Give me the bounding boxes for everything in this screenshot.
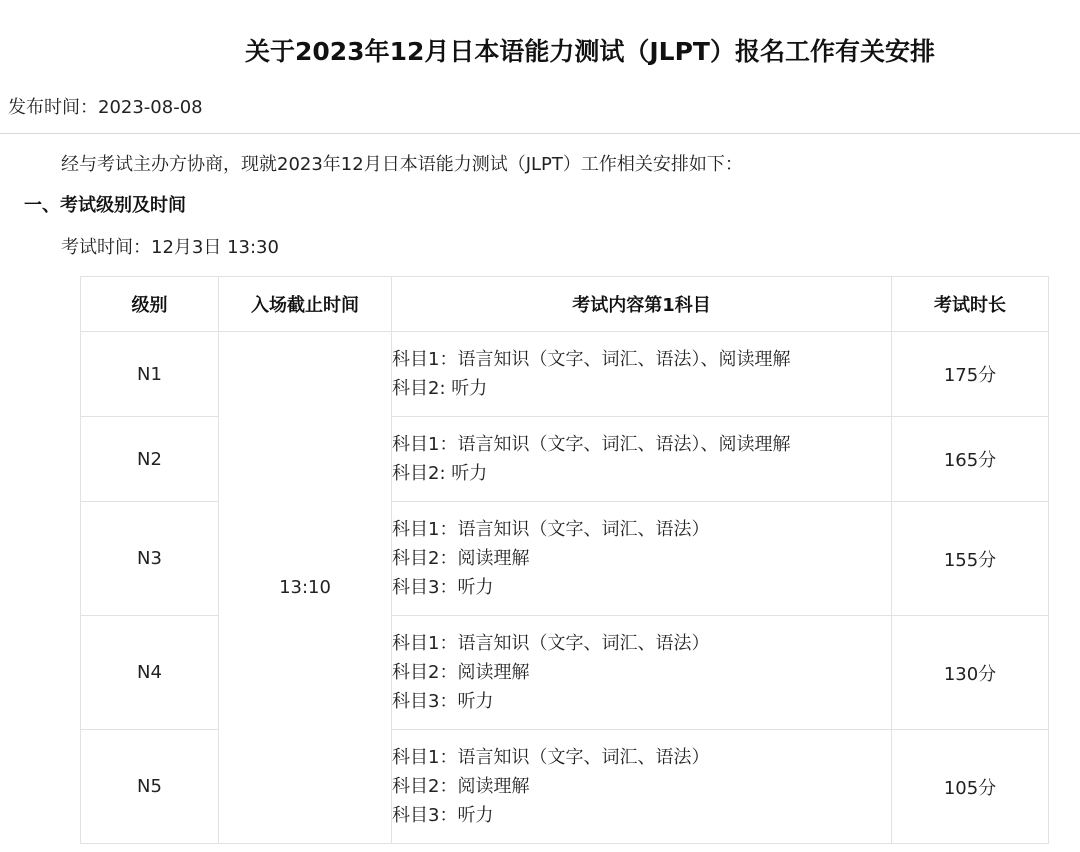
level-cell: N1	[81, 332, 219, 417]
subjects-cell	[392, 417, 892, 502]
subjects-cell	[392, 730, 892, 844]
duration-cell: 155分	[892, 502, 1049, 616]
subject-line: 科目2：阅读理解	[392, 548, 530, 569]
table-row	[81, 332, 1049, 417]
subject-line: 科目2：阅读理解	[392, 776, 530, 797]
subject-line: 科目3：听力	[392, 805, 494, 826]
subjects-cell	[392, 616, 892, 730]
header-level: 级别	[81, 277, 219, 332]
subject-line: 科目1：语言知识（文字、词汇、语法）	[392, 747, 710, 768]
duration-cell: 165分	[892, 417, 1049, 502]
subjects-cell	[392, 332, 892, 417]
level-cell: N3	[81, 502, 219, 616]
duration-cell: 105分	[892, 730, 1049, 844]
level-cell: N4	[81, 616, 219, 730]
subject-line: 科目2: 听力	[392, 378, 488, 399]
subject-line: 科目3：听力	[392, 691, 494, 712]
header-duration: 考试时长	[892, 277, 1049, 332]
duration-cell: 175分	[892, 332, 1049, 417]
subject-line: 科目1：语言知识（文字、词汇、语法）、阅读理解	[392, 434, 791, 455]
subject-line: 科目1：语言知识（文字、词汇、语法）	[392, 519, 710, 540]
level-cell: N2	[81, 417, 219, 502]
subject-line: 科目3：听力	[392, 577, 494, 598]
exam-schedule-table	[80, 276, 1049, 844]
page-title: 关于2023年12月日本语能力测试（JLPT）报名工作有关安排	[245, 37, 935, 66]
entry-deadline-cell: 13:10	[219, 332, 392, 844]
exam-time-text: 考试时间：12月3日 13:30	[61, 237, 279, 258]
duration-cell: 130分	[892, 616, 1049, 730]
publish-date: 发布时间：2023-08-08	[8, 97, 203, 118]
level-cell: N5	[81, 730, 219, 844]
subject-line: 科目1：语言知识（文字、词汇、语法）	[392, 633, 710, 654]
header-exam-content: 考试内容第1科目	[392, 277, 892, 332]
subject-line: 科目2: 听力	[392, 463, 488, 484]
subject-line: 科目2：阅读理解	[392, 662, 530, 683]
intro-paragraph: 经与考试主办方协商，现就2023年12月日本语能力测试（JLPT）工作相关安排如下：	[61, 154, 743, 175]
subject-line: 科目1：语言知识（文字、词汇、语法）、阅读理解	[392, 349, 791, 370]
section-heading-exam-levels: 一、考试级别及时间	[24, 195, 186, 216]
table-header-row	[81, 277, 1049, 332]
header-divider	[0, 133, 1080, 134]
header-entry-deadline: 入场截止时间	[219, 277, 392, 332]
subjects-cell	[392, 502, 892, 616]
